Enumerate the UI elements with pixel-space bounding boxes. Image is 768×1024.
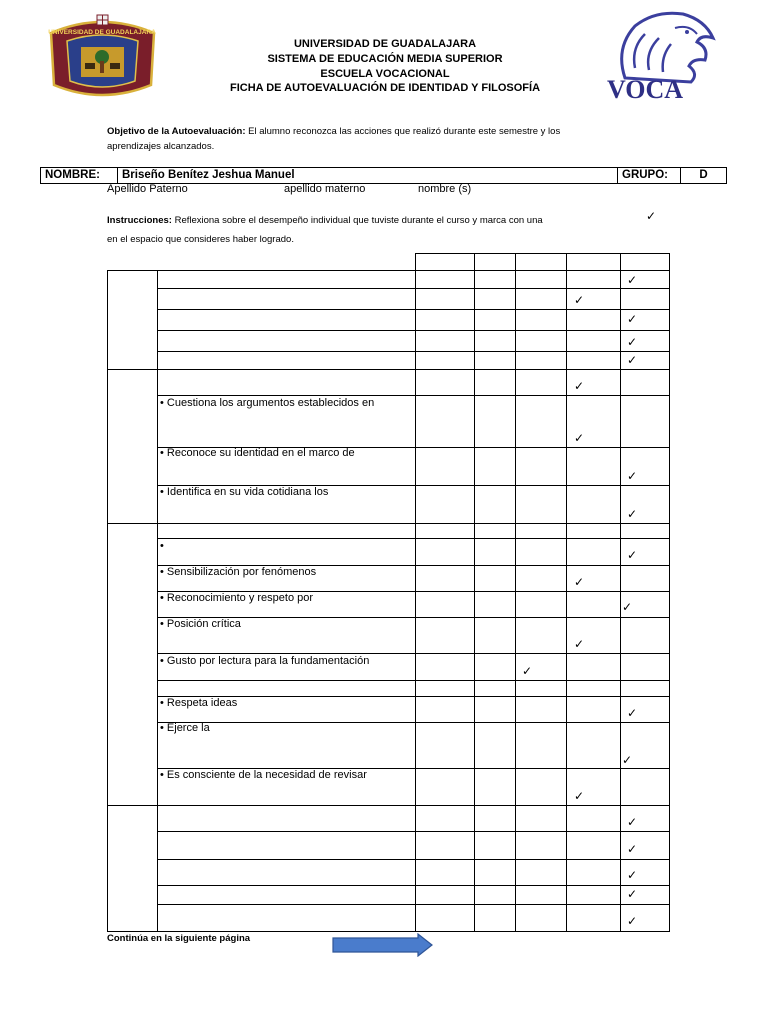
check-mark: ✓ bbox=[627, 914, 638, 928]
check-mark: ✓ bbox=[627, 548, 638, 562]
check-mark: ✓ bbox=[627, 335, 638, 349]
label-apellido-paterno: Apellido Paterno bbox=[107, 183, 188, 195]
check-mark: ✓ bbox=[627, 312, 638, 326]
item-sensibilizacion: • Sensibilización por fenómenos bbox=[160, 566, 317, 578]
objective-label: Objetivo de la Autoevaluación: bbox=[107, 126, 246, 137]
objective-text: El alumno reconozca las acciones que realizó durante este semestre y los bbox=[245, 126, 561, 137]
instructions-label: Instrucciones: bbox=[107, 215, 172, 226]
name-value: Briseño Benítez Jeshua Manuel bbox=[118, 168, 618, 183]
item-posicion-critica: • Posición crítica bbox=[160, 618, 241, 630]
check-mark: ✓ bbox=[627, 706, 638, 720]
check-mark: ✓ bbox=[574, 379, 585, 393]
label-apellido-materno: apellido materno bbox=[284, 183, 366, 195]
item-reconoce-identidad: • Reconoce su identidad en el marco de bbox=[160, 447, 355, 459]
check-mark: ✓ bbox=[574, 789, 585, 803]
instructions-check-icon: ✓ bbox=[646, 209, 657, 223]
check-mark: ✓ bbox=[522, 664, 533, 678]
check-mark: ✓ bbox=[627, 507, 638, 521]
instructions-text-cont: en el espacio que consideres haber logrado. bbox=[107, 234, 294, 245]
header-form-title: FICHA DE AUTOEVALUACIÓN DE IDENTIDAD Y FILOSOFÍA bbox=[229, 82, 541, 94]
item-cuestiona: • Cuestiona los argumentos establecidos en bbox=[160, 397, 375, 409]
check-mark: ✓ bbox=[627, 868, 638, 882]
objective-text-cont: aprendizajes alcanzados. bbox=[107, 141, 215, 152]
voca-text: VOCA bbox=[607, 75, 684, 103]
check-mark: ✓ bbox=[574, 575, 585, 589]
header-university: UNIVERSIDAD DE GUADALAJARA bbox=[293, 38, 477, 50]
item-bullet-empty: • bbox=[160, 540, 164, 552]
item-respeta-ideas: • Respeta ideas bbox=[160, 697, 238, 709]
check-mark: ✓ bbox=[574, 637, 585, 651]
header-school: ESCUELA VOCACIONAL bbox=[320, 68, 450, 80]
item-identifica: • Identifica en su vida cotidiana los bbox=[160, 486, 329, 498]
header-system: SISTEMA DE EDUCACIÓN MEDIA SUPERIOR bbox=[267, 53, 503, 65]
check-mark: ✓ bbox=[622, 753, 633, 767]
item-reconocimiento-respeto: • Reconocimiento y respeto por bbox=[160, 592, 314, 604]
group-label: GRUPO: bbox=[618, 168, 681, 183]
instructions-text: Reflexiona sobre el desempeño individual que tuviste durante el curso y marca con una bbox=[171, 215, 543, 226]
check-mark: ✓ bbox=[627, 842, 638, 856]
item-ejerce: • Ejerce la bbox=[160, 722, 210, 734]
check-mark: ✓ bbox=[627, 887, 638, 901]
check-mark: ✓ bbox=[627, 469, 638, 483]
group-value: D bbox=[699, 169, 708, 181]
label-nombre: nombre (s) bbox=[418, 183, 472, 195]
name-label: NOMBRE: bbox=[41, 168, 118, 183]
arrow-right-icon bbox=[332, 933, 434, 957]
check-mark: ✓ bbox=[627, 353, 638, 367]
seal-text: UNIVERSIDAD DE GUADALAJARA bbox=[48, 29, 156, 36]
check-mark: ✓ bbox=[574, 293, 585, 307]
check-mark: ✓ bbox=[627, 273, 638, 287]
check-mark: ✓ bbox=[574, 431, 585, 445]
check-mark: ✓ bbox=[627, 815, 638, 829]
continue-note: Continúa en la siguiente página bbox=[107, 933, 251, 944]
item-gusto-lectura: • Gusto por lectura para la fundamentación bbox=[160, 655, 370, 667]
item-consciente: • Es consciente de la necesidad de revisar bbox=[160, 769, 367, 781]
check-mark: ✓ bbox=[622, 600, 633, 614]
